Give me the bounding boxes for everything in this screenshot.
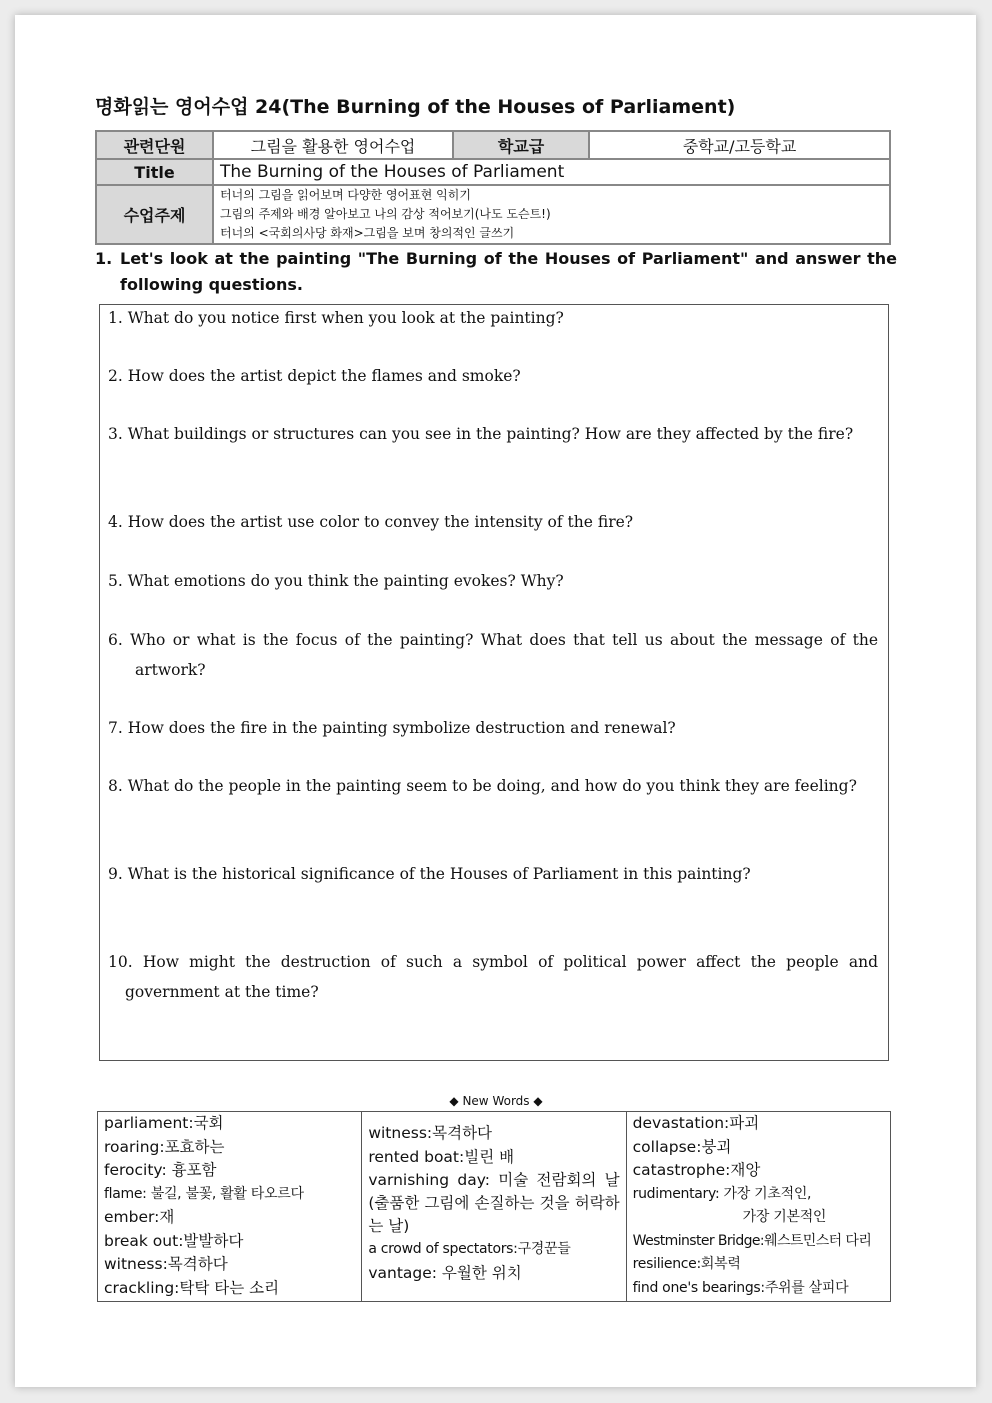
words-column-3 [626,1112,890,1302]
topic-line: 터너의 그림을 읽어보며 다양한 영어표현 익히기 [220,188,471,202]
question-item: 4. How does the artist use color to convey the intensity of the fire? [108,513,634,531]
unit-label: 관련단원 [96,131,213,159]
new-words-table [97,1111,891,1302]
word-entry: roaring:포효하는 [104,1137,225,1156]
question-item: 7. How does the fire in the painting symbolize destruction and renewal? [108,719,676,737]
word-entry: parliament:국회 [104,1114,224,1132]
word-entry: vantage: 우월한 위치 [368,1263,522,1282]
topic-cell [213,185,890,244]
topic-line: 터너의 <국회의사당 화재>그림을 보며 창의적인 글쓰기 [220,226,515,240]
words-column-2 [362,1112,626,1302]
word-entry: witness:목격하다 [368,1124,493,1142]
word-entry: devastation:파괴 [632,1114,760,1132]
question-item: 2. How does the artist depict the flames and smoke? [108,367,521,385]
word-entry: ferocity: 흉포함 [104,1161,217,1179]
word-entry: break out:발발하다 [104,1231,244,1250]
word-entry: varnishing day: 미술 전람회의 날(출품한 그림에 손질하는 것을 허락하는 날) [368,1171,620,1235]
question-item: 5. What emotions do you think the painting evokes? Why? [108,572,564,590]
word-entry: collapse:붕괴 [632,1137,732,1156]
new-words-title: ◆ New Words ◆ [449,1094,543,1108]
word-entry: rented boat:빌린 배 [368,1147,515,1166]
section-heading-text: Let's look at the painting "The Burning of the Houses of Parliament" and answer the following questions. [120,249,897,294]
word-entry: flame: 불길, 불꽃, 활활 타오르다 [104,1185,304,1202]
question-item: 1. What do you notice first when you look at the painting? [108,309,564,327]
word-entry: Westminster Bridge:웨스트민스터 다리 [632,1232,872,1249]
topic-label: 수업주제 [96,185,213,244]
questions-box [99,304,889,1061]
level-label: 학교급 [453,131,589,159]
section-heading [95,246,897,298]
word-entry: find one's bearings:주위를 살피다 [632,1279,849,1296]
lesson-info-table [95,130,891,245]
word-entry: resilience:회복력 [632,1256,741,1272]
unit-value: 그림을 활용한 영어수업 [213,131,453,159]
section-number: 1. [95,249,113,268]
question-item: 10. How might the destruction of such a symbol of political power affect the people and government at the time? [108,953,878,1001]
question-item: 6. Who or what is the focus of the painting? What does that tell us about the message of the artwork? [108,631,878,679]
word-entry: a crowd of spectators:구경꾼들 [368,1241,571,1257]
word-entry: crackling:탁탁 타는 소리 [104,1278,280,1297]
question-item: 9. What is the historical significance of the Houses of Parliament in this painting? [108,865,751,883]
topic-line: 그림의 주제와 배경 알아보고 나의 감상 적어보기(나도 도슨트!) [220,207,551,221]
word-entry: catastrophe:재앙 [632,1161,761,1179]
title-label: Title [96,159,213,185]
word-entry: ember:재 [104,1208,175,1226]
question-item: 8. What do the people in the painting seem to be doing, and how do you think they are feeling? [108,777,857,795]
words-column-1 [98,1112,362,1302]
question-item: 3. What buildings or structures can you see in the painting? How are they affected by the fire? [108,425,854,443]
title-value: The Burning of the Houses of Parliament [213,159,890,185]
document-title: 명화읽는 영어수업 24(The Burning of the Houses of Parliament) [95,96,736,118]
word-entry: rudimentary: 가장 기초적인, [632,1185,812,1202]
word-entry: witness:목격하다 [104,1255,228,1273]
word-entry: 가장 기본적인 [742,1209,827,1225]
level-value: 중학교/고등학교 [589,131,890,159]
